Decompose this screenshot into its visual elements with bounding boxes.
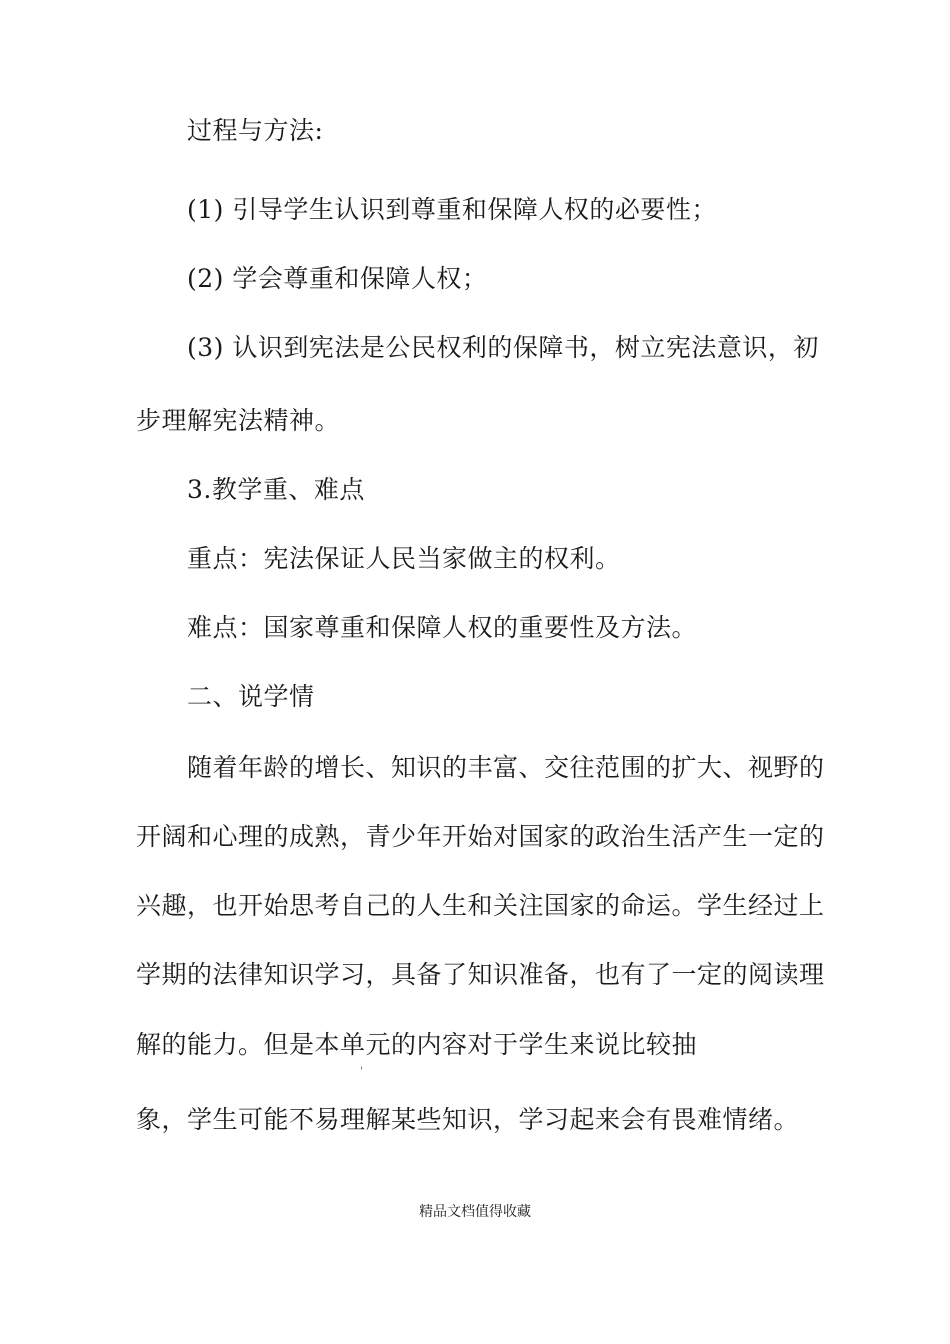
list-item-3: (3) 认识到宪法是公民权利的保障书，树立宪法意识，初 — [187, 333, 819, 362]
list-item-1: (1) 引导学生认识到尊重和保障人权的必要性； — [187, 195, 717, 224]
paragraph-line: 开阔和心理的成熟，青少年开始对国家的政治生活产生一定的 — [136, 822, 825, 851]
section-heading-student-analysis: 二、说学情 — [187, 682, 315, 711]
paragraph-line: 随着年龄的增长、知识的丰富、交往范围的扩大、视野的 — [187, 753, 825, 782]
section-heading-key-points: 3.教学重、难点 — [187, 475, 365, 504]
page-footer: 精品文档值得收藏 — [419, 1204, 531, 1220]
list-item-2: (2) 学会尊重和保障人权； — [187, 264, 488, 293]
paragraph-line: 兴趣，也开始思考自己的人生和关注国家的命运。学生经过上 — [136, 891, 825, 920]
section-heading-process-method: 过程与方法: — [187, 116, 324, 145]
difficult-point-text: 难点：国家尊重和保障人权的重要性及方法。 — [187, 613, 698, 642]
list-item-3-continuation: 步理解宪法精神。 — [136, 406, 341, 435]
paragraph-line: 象，学生可能不易理解某些知识，学习起来会有畏难情绪。 — [136, 1105, 800, 1134]
paragraph-line: 解的能力。但是本单元的内容对于学生来说比较抽 — [136, 1030, 698, 1059]
paragraph-line: 学期的法律知识学习，具备了知识准备，也有了一定的阅读理 — [136, 960, 825, 989]
stray-mark: ' — [360, 1066, 363, 1077]
key-point-text: 重点：宪法保证人民当家做主的权利。 — [187, 544, 621, 573]
